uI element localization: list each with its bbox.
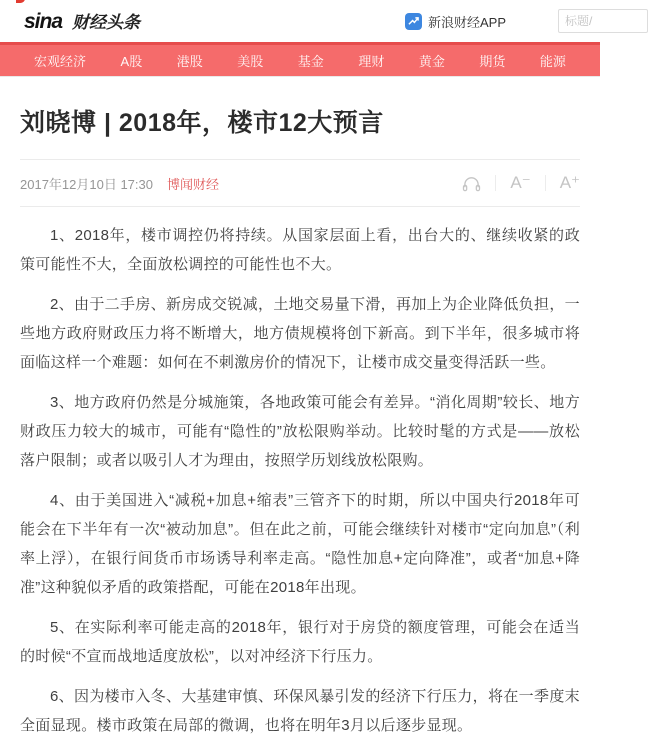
nav-item-a-shares[interactable]: A股 [120, 54, 143, 69]
top-header [0, 0, 600, 42]
paragraph-1: 1、2018年，楼市调控仍将持续。从国家层面上看，出台大的、继续收紧的政策可能性不大，全面放松调控的可能性也不大。 [20, 227, 580, 273]
tool-separator [495, 175, 496, 191]
nav-item-funds[interactable]: 基金 [297, 54, 324, 69]
nav-item-hk-stocks[interactable]: 港股 [176, 54, 203, 69]
main-nav [0, 42, 600, 77]
article-body [20, 207, 580, 740]
paragraph-2: 2、由于二手房、新房成交锐减，土地交易量下滑，再加上为企业降低负担，一些地方政府财政压力将不断增大，地方债规模将创下新高。到下半年，很多城市将面临这样一个难题：如何在不刺激房价的情况下，让楼市成交量变得活跃一些。 [20, 296, 580, 371]
app-link-label: 新浪财经APP [427, 14, 506, 30]
article-container [0, 77, 600, 740]
nav-item-energy[interactable]: 能源 [539, 54, 566, 69]
paragraph-3: 3、地方政府仍然是分城施策，各地政策可能会有差异。“消化周期”较长、地方财政压力较大的城市，可能有“隐性的”放松限购举动。比较时髦的方式是——放松落户限制；或者以吸引人才为理由，按照学历划线放松限购。 [20, 394, 580, 469]
nav-item-futures[interactable]: 期货 [479, 54, 506, 69]
sina-eye-icon [16, 0, 25, 3]
font-increase-button[interactable]: A⁺ [559, 173, 580, 192]
nav-item-macro-economy[interactable]: 宏观经济 [34, 54, 87, 69]
font-decrease-button[interactable]: A⁻ [510, 173, 531, 192]
tool-separator [545, 175, 546, 191]
sina-finance-logo[interactable] [24, 8, 140, 34]
sina-logo-text: sina [24, 10, 63, 33]
sina-finance-app-link[interactable] [405, 12, 506, 31]
article-title: 刘晓博 | 2018年，楼市12大预言 [20, 109, 384, 137]
paragraph-6: 6、因为楼市入冬、大基建审慎、环保风暴引发的经济下行压力，将在一季度末全面显现。楼市政策在局部的微调，也将在明年3月以后逐步显现。 [20, 688, 580, 734]
article-meta-row [20, 160, 580, 206]
paragraph-4: 4、由于美国进入“减税+加息+缩表”三管齐下的时期，所以中国央行2018年可能会在下半年有一次“被动加息”。但在此之前，可能会继续针对楼市“定向加息”（利率上浮），在银行间货币市场诱导利率走高。“隐性加息+定向降准”，或者“加息+降准”这种貌似矛盾的政策搭配，可能在2018年出现。 [20, 492, 580, 596]
finance-headlines-logo-text: 财经头条 [72, 13, 141, 32]
headphones-icon[interactable] [462, 175, 481, 192]
app-icon [405, 13, 422, 30]
source-link[interactable]: 博闻财经 [166, 176, 219, 192]
nav-item-gold[interactable]: 黄金 [418, 54, 445, 69]
search-input[interactable] [558, 9, 648, 33]
nav-item-us-stocks[interactable]: 美股 [237, 54, 264, 69]
publish-date: 2017年12月10日 17:30 [20, 176, 153, 192]
article-tools [462, 173, 580, 193]
paragraph-5: 5、在实际利率可能走高的2018年，银行对于房贷的额度管理，可能会在适当的时候“不宣而战地适度放松”，以对冲经济下行压力。 [20, 619, 580, 665]
nav-item-money[interactable]: 理财 [358, 54, 385, 69]
